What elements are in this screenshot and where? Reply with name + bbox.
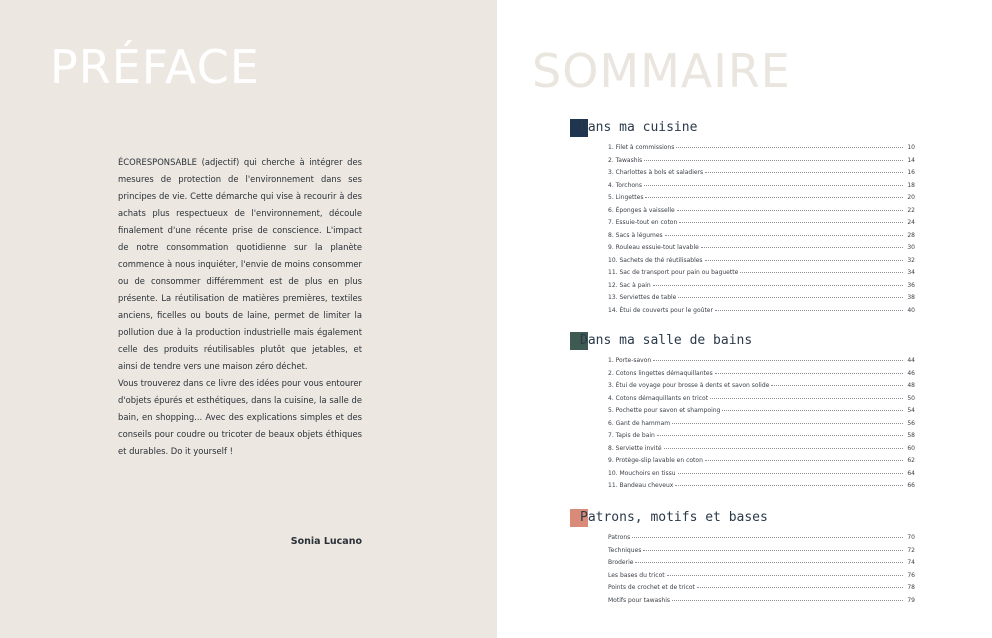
toc-leader-dots xyxy=(653,285,903,286)
toc-entry xyxy=(608,407,915,420)
toc-leader-dots xyxy=(715,310,903,311)
toc-entry-label: 14. Étui de couverts pour le goûter xyxy=(608,306,713,314)
toc-entry-page: 46 xyxy=(907,369,915,377)
toc-entry-label: Points de crochet et de tricot xyxy=(608,584,695,591)
toc-entry-page: 20 xyxy=(907,194,915,201)
toc-leader-dots xyxy=(672,423,903,424)
toc-entry-label: 7. Essuie-tout en coton xyxy=(608,219,678,226)
toc-entry-page: 60 xyxy=(907,444,915,452)
toc-entry-page: 14 xyxy=(907,156,915,164)
toc-entry xyxy=(608,482,915,495)
toc-entry-label: 11. Sac de transport pour pain ou baguette xyxy=(608,269,739,276)
toc-entry xyxy=(608,420,915,433)
toc-entry-label: 8. Sacs à légumes xyxy=(608,231,663,239)
toc-leader-dots xyxy=(653,360,903,361)
toc-leader-dots xyxy=(675,485,903,486)
toc-leader-dots xyxy=(679,222,903,223)
toc-entry-label: Techniques xyxy=(608,546,642,554)
toc-entry-page: 76 xyxy=(907,571,915,579)
toc-entry-label: Les bases du tricot xyxy=(608,571,665,579)
section-entries xyxy=(608,357,915,495)
toc-entry-label: 5. Pochette pour savon et shampoing xyxy=(608,407,721,414)
toc-entry-label: 2. Cotons lingettes démaquillantes xyxy=(608,369,713,377)
toc-entry-label: Broderie xyxy=(608,559,634,566)
toc-leader-dots xyxy=(667,575,903,576)
section-header xyxy=(570,118,915,138)
toc-entry-page: 54 xyxy=(907,407,915,414)
toc-leader-dots xyxy=(678,473,903,474)
section-header xyxy=(570,508,915,528)
toc-entry-page: 16 xyxy=(907,169,915,176)
toc-entry xyxy=(608,282,915,295)
toc-entry-label: 1. Porte-savon xyxy=(608,357,652,364)
toc-entry-page: 72 xyxy=(907,546,915,554)
toc-entry xyxy=(608,182,915,195)
toc-entry-page: 62 xyxy=(907,457,915,464)
toc-entry-page: 74 xyxy=(907,559,915,566)
toc-entry xyxy=(608,357,915,370)
toc-entry xyxy=(608,597,915,610)
toc-entry xyxy=(608,534,915,547)
toc-entry-label: 12. Sac à pain xyxy=(608,281,651,289)
toc-entry xyxy=(608,219,915,232)
toc-entry-page: 38 xyxy=(907,294,915,301)
toc-entry xyxy=(608,244,915,257)
toc-entry-page: 36 xyxy=(907,281,915,289)
toc-entry-label: 6. Éponges à vaisselle xyxy=(608,206,675,214)
toc-entry xyxy=(608,370,915,383)
toc-leader-dots xyxy=(676,147,903,148)
toc-entry-page: 79 xyxy=(907,596,915,604)
toc-leader-dots xyxy=(632,537,903,538)
toc-entry-page: 78 xyxy=(907,584,915,591)
preface-author: Sonia Lucano xyxy=(290,536,362,547)
section-kitchen xyxy=(570,118,915,319)
toc-leader-dots xyxy=(643,550,903,551)
toc-entry-page: 10 xyxy=(907,144,915,151)
toc-leader-dots xyxy=(705,260,903,261)
toc-entry-page: 44 xyxy=(907,357,915,364)
toc-entry-label: 11. Bandeau cheveux xyxy=(608,482,674,489)
toc-entry xyxy=(608,269,915,282)
toc-entry-label: 9. Protège-slip lavable en coton xyxy=(608,457,703,464)
toc-leader-dots xyxy=(677,210,903,211)
toc-leader-dots xyxy=(672,600,903,601)
toc-entry-page: 48 xyxy=(907,382,915,389)
toc-leader-dots xyxy=(645,197,903,198)
preface-paragraph: Vous trouverez dans ce livre des idées pour vous entourer d'objets épurés et esthétiques, dans la cuisine, la salle de bain, en shopping... Avec des explications simples et des conseils pour coudre ou tricoter de beaux objets éthiques et durables. Do it yourself ! xyxy=(118,378,362,456)
toc-entry xyxy=(608,232,915,245)
toc-entry-page: 50 xyxy=(907,394,915,402)
toc-entry xyxy=(608,307,915,320)
toc-leader-dots xyxy=(657,435,903,436)
toc-entry-label: Patrons xyxy=(608,534,631,541)
toc-entry xyxy=(608,157,915,170)
toc-entry-label: 7. Tapis de bain xyxy=(608,432,655,439)
section-title: Dans ma cuisine xyxy=(580,120,698,135)
toc-entry xyxy=(608,294,915,307)
toc-entry xyxy=(608,559,915,572)
toc-entry xyxy=(608,382,915,395)
toc-leader-dots xyxy=(701,247,903,248)
toc-entry xyxy=(608,584,915,597)
toc-entry-page: 70 xyxy=(907,534,915,541)
toc-entry xyxy=(608,432,915,445)
toc-entry-page: 40 xyxy=(907,306,915,314)
toc-entry-page: 58 xyxy=(907,432,915,439)
preface-title: PRÉFACE xyxy=(50,40,260,94)
toc-entry-label: 3. Étui de voyage pour brosse à dents et savon solide xyxy=(608,382,770,389)
toc-entry xyxy=(608,144,915,157)
toc-entry-page: 66 xyxy=(907,482,915,489)
toc-entry-page: 32 xyxy=(907,256,915,264)
section-header xyxy=(570,331,915,351)
toc-entry xyxy=(608,572,915,585)
toc-entry-page: 34 xyxy=(907,269,915,276)
toc-entry xyxy=(608,547,915,560)
toc-entry xyxy=(608,445,915,458)
toc-entry-page: 22 xyxy=(907,206,915,214)
toc-leader-dots xyxy=(740,272,903,273)
toc-leader-dots xyxy=(705,172,903,173)
toc-entry-label: 3. Charlottes à bols et saladiers xyxy=(608,169,704,176)
toc-leader-dots xyxy=(678,297,903,298)
toc-leader-dots xyxy=(722,410,903,411)
toc-leader-dots xyxy=(665,235,903,236)
toc-leader-dots xyxy=(635,562,903,563)
toc-entry-label: 1. Filet à commissions xyxy=(608,144,675,151)
section-title: Dans ma salle de bains xyxy=(580,333,753,348)
toc-leader-dots xyxy=(715,373,903,374)
toc-leader-dots xyxy=(644,185,903,186)
toc-entry-label: 9. Rouleau essuie-tout lavable xyxy=(608,244,699,251)
toc-entry-label: 6. Gant de hammam xyxy=(608,419,671,427)
toc-entry xyxy=(608,169,915,182)
toc-leader-dots xyxy=(705,460,903,461)
toc-leader-dots xyxy=(697,587,903,588)
section-bathroom xyxy=(570,331,915,495)
toc-entry-label: 13. Serviettes de table xyxy=(608,294,677,301)
toc-entry-label: 4. Cotons démaquillants en tricot xyxy=(608,394,709,402)
toc-entry-label: 2. Tawashis xyxy=(608,156,643,164)
section-patterns xyxy=(570,508,915,609)
toc-entry-page: 24 xyxy=(907,219,915,226)
toc-entry-label: 10. Mouchoirs en tissu xyxy=(608,469,676,477)
toc-entry xyxy=(608,194,915,207)
toc-entry-page: 18 xyxy=(907,181,915,189)
section-title: Patrons, motifs et bases xyxy=(580,510,768,525)
toc-entry xyxy=(608,470,915,483)
toc-entry-page: 28 xyxy=(907,231,915,239)
preface-paragraph: ÉCORESPONSABLE (adjectif) qui cherche à intégrer des mesures de protection de l'environnement dans ses principes de vie. Cette démarche qui vise à recourir à des achats plus respectueux de l'environnement, découle finalement d'une récente prise de conscience. L'impact de notre consommation quotidienne sur la planète commence à nous inquiéter, l'envie de moins consommer ou de consommer différemment est de plus en plus présente. La réutilisation de matières premières, textiles anciens, ficelles ou bouts de laine, permet de limiter la pollution due à la production industrielle mais également celle des produits réutilisables plutôt que jetables, et ainsi de tendre vers une maison zéro déchet. xyxy=(118,157,362,371)
toc-entry xyxy=(608,395,915,408)
toc-leader-dots xyxy=(710,398,903,399)
toc-entry xyxy=(608,207,915,220)
toc-entry-page: 64 xyxy=(907,469,915,477)
toc-leader-dots xyxy=(644,160,903,161)
toc-entry xyxy=(608,457,915,470)
toc-entry-label: Motifs pour tawashis xyxy=(608,596,671,604)
preface-text xyxy=(118,154,362,460)
toc-entry-label: 8. Serviette invité xyxy=(608,444,662,452)
contents-title: SOMMAIRE xyxy=(532,44,791,98)
toc-entry-label: 5. Lingettes xyxy=(608,194,644,201)
toc-entry-page: 56 xyxy=(907,419,915,427)
toc-leader-dots xyxy=(771,385,903,386)
toc-leader-dots xyxy=(664,448,903,449)
toc-entry-page: 30 xyxy=(907,244,915,251)
toc-entry xyxy=(608,257,915,270)
section-entries xyxy=(608,534,915,609)
contents-page xyxy=(497,0,992,638)
section-entries xyxy=(608,144,915,319)
toc-entry-label: 4. Torchons xyxy=(608,181,642,189)
toc-entry-label: 10. Sachets de thé réutilisables xyxy=(608,256,703,264)
